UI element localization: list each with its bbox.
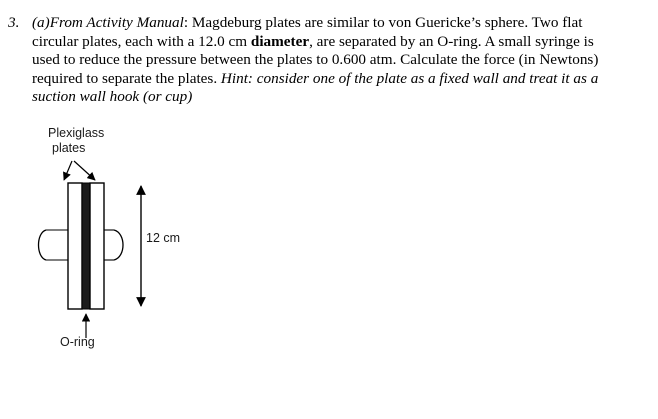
text-run: circular plates, each with a 12.0 cm xyxy=(32,32,251,50)
plate-pointer-arrow xyxy=(64,161,72,180)
left-plate xyxy=(68,183,82,309)
o-ring xyxy=(82,183,90,309)
text-run: Hint: consider one of the plate as a fixed wall and treat it as a xyxy=(220,69,599,87)
text-run: diameter xyxy=(250,32,310,50)
o-ring-label: O-ring xyxy=(60,335,95,349)
text-run: required to separate the plates. xyxy=(32,69,221,87)
right-handle xyxy=(114,230,123,260)
text-run: , are separated by an O-ring. A small syringe is xyxy=(309,32,594,50)
text-run: : Magdeburg plates are similar to von Guericke’s sphere. Two flat xyxy=(183,14,583,31)
plate-pointer-arrow xyxy=(74,161,95,180)
problem-number: 3. xyxy=(8,14,20,31)
text-run: suction wall hook (or cup) xyxy=(32,88,193,106)
right-plate xyxy=(90,183,104,309)
left-handle xyxy=(39,230,47,260)
plates-label: plates xyxy=(52,141,86,155)
text-run: (a)From Activity Manual xyxy=(32,14,184,31)
dimension-label: 12 cm xyxy=(146,231,181,245)
plates-label: Plexiglass xyxy=(48,126,105,140)
text-run: used to reduce the pressure between the plates to 0.600 atm. Calculate the force (in Newtons) xyxy=(32,51,599,69)
